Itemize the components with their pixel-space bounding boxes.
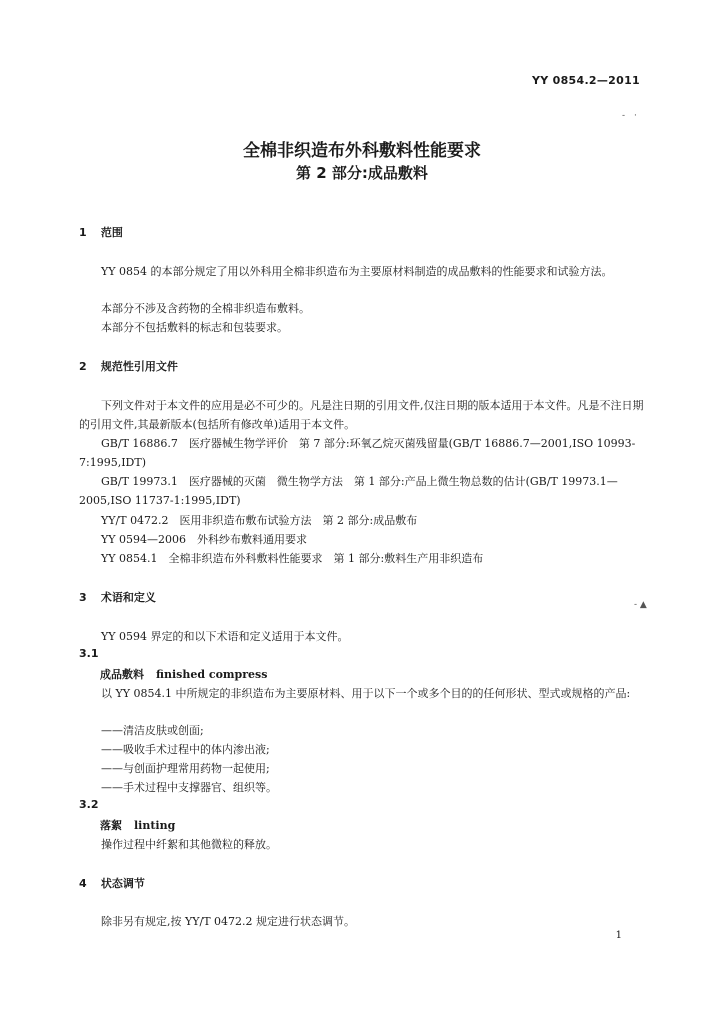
paragraph: 本部分不包括敷料的标志和包装要求。 [101, 321, 288, 334]
term-number: 3.1 [79, 647, 99, 660]
list-item: ——与创面护理常用药物一起使用; [101, 762, 270, 775]
term-english: linting [134, 819, 176, 832]
term-english: finished compress [156, 668, 268, 681]
document-subtitle: 第 2 部分:成品敷料 [296, 164, 428, 182]
reference-item: YY 0594—2006 外科纱布敷料通用要求 [101, 533, 308, 546]
page-number: 1 [615, 930, 622, 941]
section-number: 3 [79, 591, 87, 604]
paragraph: YY 0594 界定的和以下术语和定义适用于本文件。 [101, 630, 349, 643]
term-number: 3.2 [79, 798, 99, 811]
paragraph: 下列文件对于本文件的应用是必不可少的。凡是注日期的引用文件,仅注日期的版本适用于本文件。凡是不注日期的引用文件,其最新版本(包括所有修改单)适用于本文件。 [79, 399, 644, 431]
reference-item: YY 0854.1 全棉非织造布外科敷料性能要求 第 1 部分:敷料生产用非织造布 [101, 552, 484, 565]
definition: 以 YY 0854.1 中所规定的非织造布为主要原材料、用于以下一个或多个目的的任何形状、型式或规格的产品: [101, 687, 631, 700]
term-chinese: 落絮 [100, 819, 122, 832]
section-title: 术语和定义 [100, 591, 156, 604]
section-heading-1 [79, 224, 123, 240]
section-number: 2 [79, 360, 87, 373]
definition: 操作过程中纤絮和其他微粒的释放。 [101, 838, 277, 851]
section-heading-4 [79, 875, 145, 891]
section-title: 范围 [100, 226, 123, 239]
paragraph: YY 0854 的本部分规定了用以外科用全棉非织造布为主要原材料制造的成品敷料的性能要求和试验方法。 [101, 265, 613, 278]
section-heading-2 [79, 358, 178, 374]
section-heading-3 [79, 589, 156, 605]
term-entry [100, 666, 267, 682]
paragraph: 本部分不涉及含药物的全棉非织造布敷料。 [101, 302, 310, 315]
section-number: 1 [79, 226, 87, 239]
paragraph: 除非另有规定,按 YY/T 0472.2 规定进行状态调节。 [101, 915, 356, 928]
reference-item: GB/T 19973.1 医疗器械的灭菌 微生物学方法 第 1 部分:产品上微生物总数的估计(GB/T 19973.1—2005,ISO 11737-1:1995,IDT) [79, 475, 618, 507]
list-item: ——手术过程中支撑器官、组织等。 [101, 781, 277, 794]
standard-number: YY 0854.2—2011 [531, 74, 640, 87]
list-item: ——吸收手术过程中的体内渗出液; [101, 743, 270, 756]
scan-mark: - · [622, 111, 637, 121]
term-entry [100, 817, 175, 833]
list-item: ——清洁皮肤或创面; [101, 724, 204, 737]
reference-item: GB/T 16886.7 医疗器械生物学评价 第 7 部分:环氧乙烷灭菌残留量(GB/T 16886.7—2001,ISO 10993-7:1995,IDT) [79, 437, 636, 469]
document-title: 全棉非织造布外科敷料性能要求 [243, 141, 481, 161]
reference-item: YY/T 0472.2 医用非织造布敷布试验方法 第 2 部分:成品敷布 [101, 514, 418, 527]
section-title: 状态调节 [100, 877, 145, 890]
term-chinese: 成品敷料 [100, 668, 144, 681]
section-number: 4 [79, 877, 87, 890]
scan-mark: - ▲ [634, 600, 647, 610]
section-title: 规范性引用文件 [100, 360, 178, 373]
